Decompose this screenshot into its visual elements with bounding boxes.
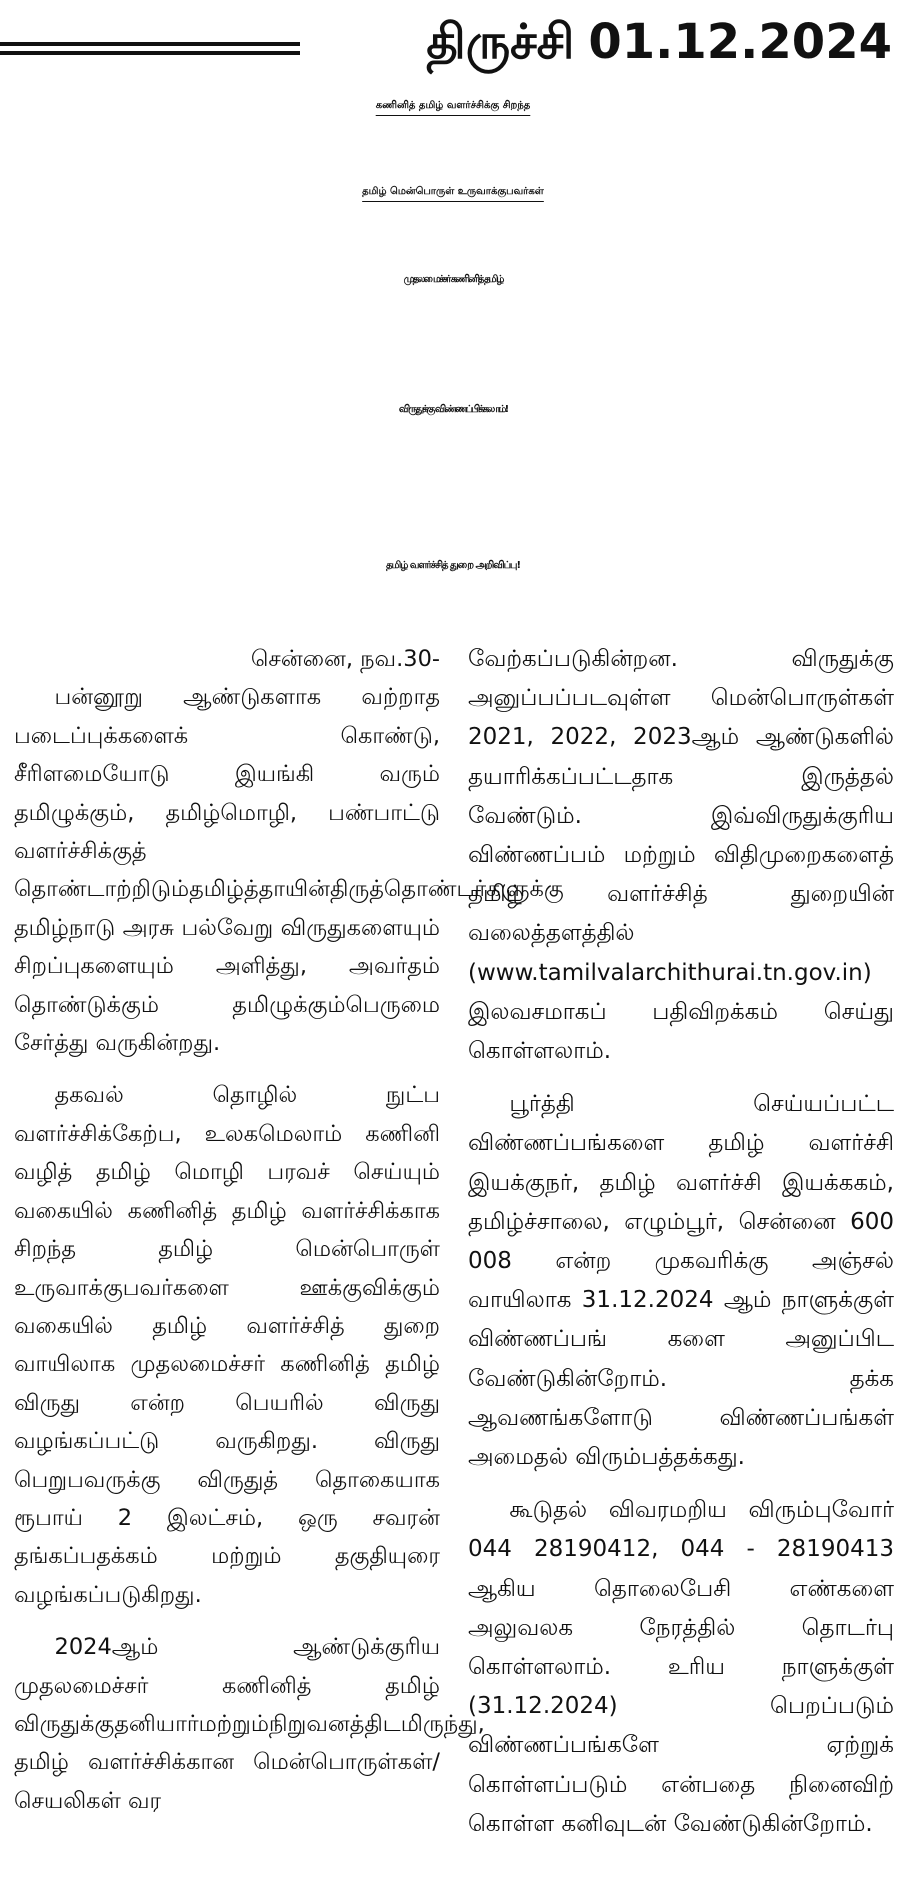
masthead-rule (0, 42, 300, 60)
paragraph: பன்னூறு ஆண்டுகளாக வற்றாத படைப்புக்களைக் கொண்டு, சீரிளமையோடு இயங்கி வரும் தமிழுக்கும், தமிழ்மொழி, பண்பாட்டு வளர்ச்சிக்குத் தொண்டாற்றிடும்தமிழ்த்தாயின்திருத்தொண்டர்களுக்கு தமிழ்நாடு அரசு பல்வேறு விருதுகளையும் சிறப்புகளையும் அளித்து, அவர்தம் தொண்டுக்கும் தமிழுக்கும்பெருமை சேர்த்து வருகின்றது. (14, 684, 564, 1057)
headline-line-2: விருதுக்கு விண்ணப்பிக்கலாம்! (398, 404, 508, 415)
article-dateline: சென்னை, நவ.30- (250, 646, 440, 672)
paragraph: வேற்கப்படுகின்றன. விருதுக்கு அனுப்பப்படவுள்ள மென்பொருள்கள் 2021, 2022, 2023ஆம் ஆண்டுகளில் தயாரிக்கப்பட்டதாக இருத்தல் வேண்டும். இவ்விருதுக்குரிய விண்ணப்பம் மற்றும் விதிமுறைகளைத் தமிழ் வளர்ச்சித் துறையின் வலைத்தளத்தில் (www.tamilvalarchithurai.tn.gov.in) இலவசமாகப் பதிவிறக்கம் செய்து கொள்ளலாம். (468, 646, 894, 1065)
kicker-line-2: தமிழ் மென்பொருள் உருவாக்குபவர்கள் (362, 186, 544, 197)
article-column-right (468, 640, 894, 1858)
masthead (0, 10, 906, 80)
edition-city: திருச்சி (426, 14, 575, 70)
kicker-line-1: கணினித் தமிழ் வளர்ச்சிக்கு சிறந்த (375, 100, 531, 111)
subheadline: தமிழ் வளர்ச்சித் துறை அறிவிப்பு! (385, 560, 521, 571)
headline-line-1: முதலமைச்சர் கணினித் தமிழ் (403, 274, 503, 285)
article-column-left (14, 640, 564, 1834)
edition-dateline (412, 14, 892, 76)
paragraph: தகவல் தொழில் நுட்ப வளர்ச்சிக்கேற்ப, உலகமெலாம் கணினி வழித் தமிழ் மொழி பரவச் செய்யும் வகையில் கணினித் தமிழ் வளர்ச்சிக்காக சிறந்த தமிழ் மென்பொருள் உருவாக்குபவர்களை ஊக்குவிக்கும் வகையில் தமிழ் வளர்ச்சித் துறை வாயிலாக முதலமைச்சர் கணினித் தமிழ் விருது என்ற பெயரில் விருது வழங்கப்பட்டு வருகிறது. விருது பெறுபவருக்கு விருதுத் தொகையாக ரூபாய் 2 இலட்சம், ஒரு சவரன் தங்கப்பதக்கம் மற்றும் தகுதியுரை வழங்கப்படுகிறது. (14, 1082, 440, 1608)
paragraph: 2024ஆம் ஆண்டுக்குரிய முதலமைச்சர் கணினித் தமிழ் விருதுக்குதனியார்மற்றும்நிறுவனத்திடமிருந்து, தமிழ் வளர்ச்சிக்கான மென்பொருள்கள்/செயலிகள் வர (14, 1634, 485, 1814)
paragraph: பூர்த்தி செய்யப்பட்ட விண்ணப்பங்களை தமிழ் வளர்ச்சி இயக்குநர், தமிழ் வளர்ச்சி இயக்ககம், தமிழ்ச்சாலை, எழும்பூர், சென்னை 600 008 என்ற முகவரிக்கு அஞ்சல் வாயிலாக 31.12.2024 ஆம் நாளுக்குள் விண்ணப்பங் களை அனுப்பிட வேண்டுகின்றோம். தக்க ஆவணங்களோடு விண்ணப்பங்கள் அமைதல் விரும்பத்தக்கது. (468, 1091, 894, 1471)
column-gutter (454, 640, 455, 1880)
paragraph: கூடுதல் விவரமறிய விரும்புவோர் 044 28190412, 044 - 28190413 ஆகிய தொலைபேசி எண்களை அலுவலக நேரத்தில் தொடர்பு கொள்ளலாம். உரிய நாளுக்குள் (31.12.2024) பெறப்படும் விண்ணப்பங்களே ஏற்றுக் கொள்ளப்படும் என்பதை நினைவிற் கொள்ள கனிவுடன் வேண்டுகின்றோம். (468, 1497, 894, 1837)
article-body (14, 640, 894, 1880)
edition-date: 01.12.2024 (588, 14, 892, 70)
